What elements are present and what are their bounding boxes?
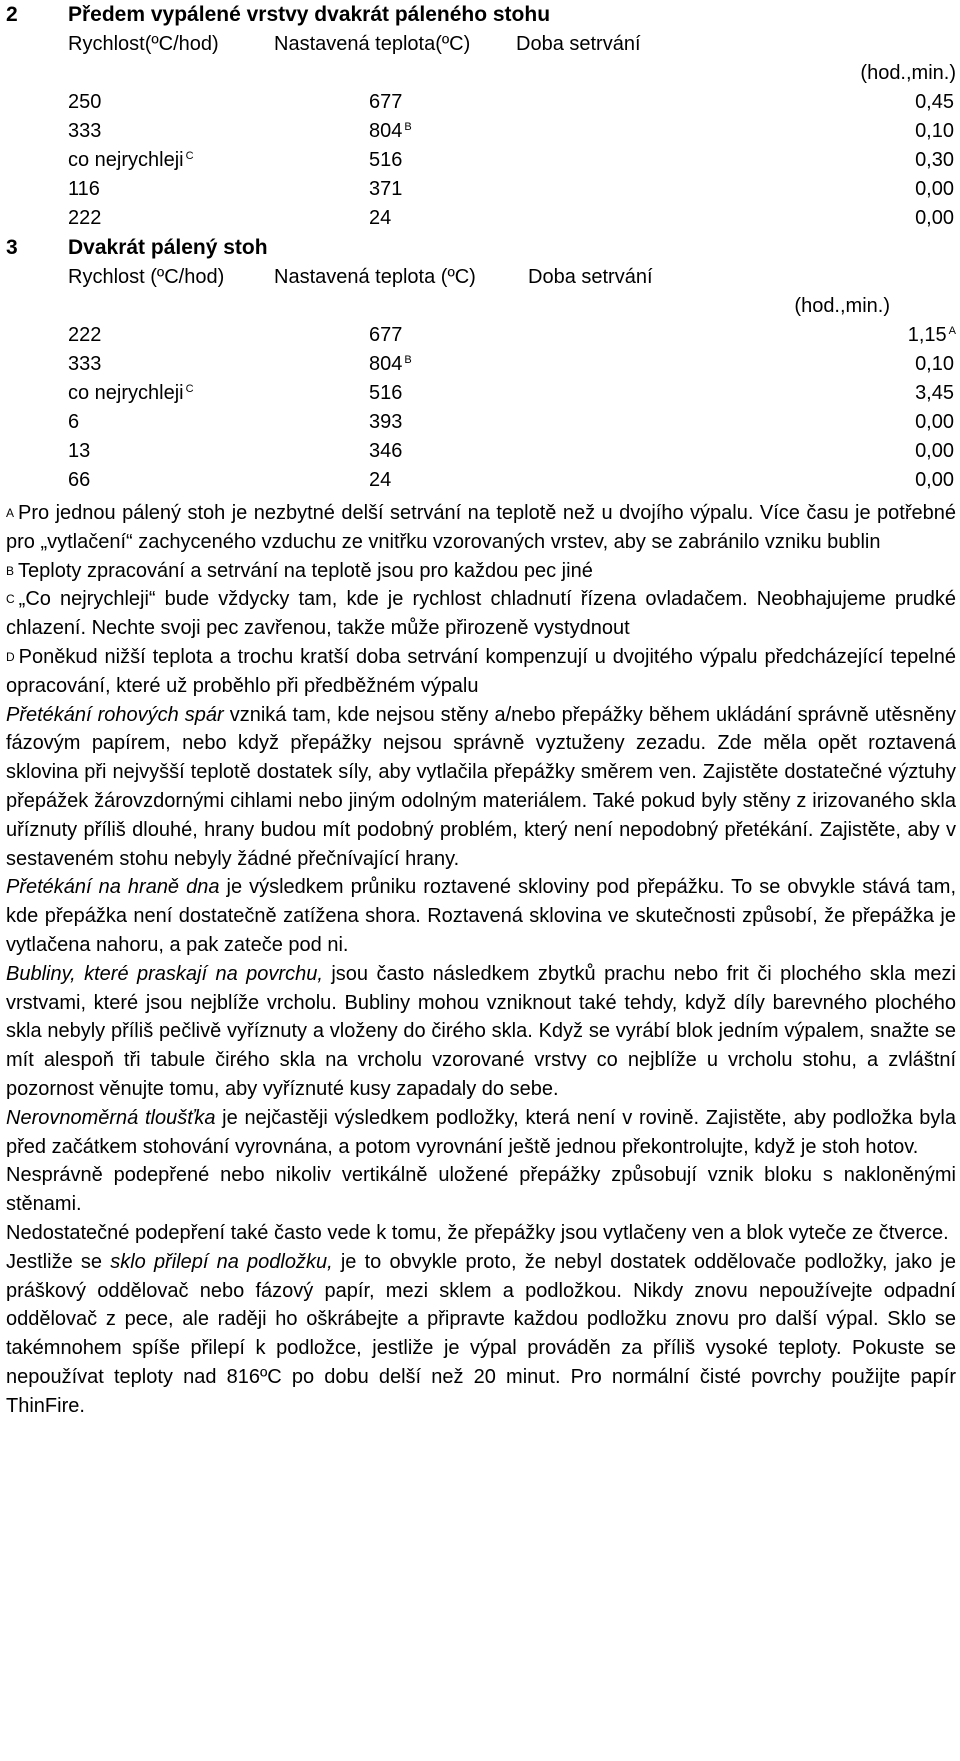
cell-hold-value: 0,10 bbox=[915, 120, 954, 142]
footnotes bbox=[6, 499, 956, 701]
footnote-a bbox=[6, 499, 956, 557]
table-row bbox=[6, 350, 956, 379]
header-rate: Rychlost(ºC/hod) bbox=[68, 33, 219, 55]
cell-rate bbox=[68, 350, 103, 379]
footnote-ref: B bbox=[404, 121, 412, 133]
cell-temp bbox=[369, 466, 393, 495]
table-row bbox=[6, 88, 956, 117]
cell-hold-value: 0,00 bbox=[915, 469, 954, 491]
footnote-text: „Co nejrychleji“ bude vždycky tam, kde je rychlost chladnutí řízena ovladačem. Neobhajujeme prudké chlazení. Nechte svoji pec zavřenou, takže může přirozeně vystydnout bbox=[6, 588, 956, 640]
term: Nerovnoměrná tloušťka bbox=[6, 1106, 216, 1129]
paragraph-tilted-walls bbox=[6, 1161, 956, 1219]
paragraph-insufficient-support bbox=[6, 1219, 956, 1248]
section-3-heading bbox=[6, 233, 956, 263]
cell-temp-value: 516 bbox=[369, 149, 403, 171]
section-2-title: Předem vypálené vrstvy dvakrát páleného stohu bbox=[68, 3, 551, 26]
table-row bbox=[6, 437, 956, 466]
header-hold: Doba setrvání bbox=[516, 33, 641, 55]
cell-rate-value: 116 bbox=[68, 178, 100, 200]
cell-hold-value: 1,15 bbox=[907, 324, 947, 346]
header-temp: Nastavená teplota (ºC) bbox=[274, 266, 476, 288]
header-hold-unit: (hod.,min.) bbox=[860, 62, 956, 84]
paragraph-bottom-edge-overflow bbox=[6, 873, 956, 959]
cell-hold bbox=[915, 350, 956, 379]
cell-rate bbox=[68, 175, 102, 204]
cell-hold bbox=[915, 146, 956, 175]
header-rate: Rychlost (ºC/hod) bbox=[68, 266, 225, 288]
paragraph-glass-sticks bbox=[6, 1248, 956, 1421]
cell-temp-value: 677 bbox=[369, 324, 403, 346]
footnote-ref: C bbox=[185, 150, 194, 162]
cell-temp-value: 516 bbox=[369, 382, 403, 404]
cell-temp bbox=[369, 408, 404, 437]
cell-hold-value: 0,45 bbox=[915, 91, 954, 113]
header-hold-unit: (hod.,min.) bbox=[794, 295, 890, 317]
paragraph-text: vzniká tam, kde nejsou stěny a/nebo přepážky během ukládání správně utěsněny fázovým papírem, nebo když přepážky nejsou správně vyztuženy zezadu. Zde měla opět roztavená sklovina při nejvyšší teplotě dostatek síly, aby vytlačila přepážky směrem ven. Zajistěte dostatečné výztuhy přepážek žárovzdornými cihlami nebo jiným odolným materiálem. Také pokud byly stěny z irizovaného skla uříznuty příliš dlouhé, hrany budou mít podobný problém, který není nepodobný přetékání. Zajistěte, aby v sestaveném stohu nebyly žádné přečnívající hrany. bbox=[6, 703, 956, 870]
term: sklo přilepí na podložku, bbox=[110, 1250, 333, 1273]
table-row bbox=[6, 146, 956, 175]
table-row bbox=[6, 204, 956, 233]
cell-rate-value: 222 bbox=[68, 207, 102, 229]
paragraph-corner-overflow bbox=[6, 701, 956, 874]
paragraph-text: je nejčastěji výsledkem podložky, která není v rovině. Zajistěte, aby podložka byla před začátkem stohování vyrovnána, a potom vyrovnání ještě jednou překontrolujte, když je stoh hotov. bbox=[6, 1106, 956, 1158]
cell-rate bbox=[68, 117, 103, 146]
cell-rate-value: 66 bbox=[68, 469, 91, 491]
cell-rate-value: 222 bbox=[68, 324, 102, 346]
cell-temp bbox=[369, 350, 412, 379]
footnote-marker: B bbox=[6, 563, 15, 578]
footnote-text: Poněkud nižší teplota a trochu kratší doba setrvání kompenzují u dvojitého výpalu předcházející tepelné opracování, které už proběhlo při předběžném výpalu bbox=[6, 645, 956, 697]
document-page bbox=[6, 0, 956, 1421]
term: Přetékání na hraně dna bbox=[6, 876, 220, 899]
cell-hold-value: 0,00 bbox=[915, 178, 954, 200]
section-3-number: 3 bbox=[6, 236, 18, 259]
cell-rate-value: 6 bbox=[68, 411, 80, 433]
section-2-rows bbox=[6, 88, 956, 233]
cell-temp bbox=[369, 146, 404, 175]
cell-hold bbox=[915, 466, 956, 495]
cell-rate bbox=[68, 466, 92, 495]
cell-rate bbox=[68, 408, 81, 437]
footnote-b bbox=[6, 557, 956, 586]
cell-rate bbox=[68, 379, 194, 408]
cell-temp-value: 24 bbox=[369, 207, 392, 229]
section-3 bbox=[6, 233, 956, 495]
cell-rate-value: co nejrychleji bbox=[68, 382, 184, 404]
cell-hold bbox=[915, 175, 956, 204]
table-row bbox=[6, 379, 956, 408]
cell-hold bbox=[915, 437, 956, 466]
cell-hold bbox=[915, 379, 956, 408]
cell-hold-value: 0,00 bbox=[915, 207, 954, 229]
cell-hold-value: 0,10 bbox=[915, 353, 954, 375]
cell-hold bbox=[915, 408, 956, 437]
cell-rate bbox=[68, 146, 194, 175]
footnote-c bbox=[6, 585, 956, 643]
section-3-rows bbox=[6, 321, 956, 495]
cell-temp bbox=[369, 117, 412, 146]
footnote-text: Pro jednou pálený stoh je nezbytné delší setrvání na teplotě než u dvojího výpalu. Více času je potřebné pro „vytlačení“ zachyceného vzduchu ze vnitřku vzorovaných vrstev, aby se zabránilo vzniku bublin bbox=[6, 502, 956, 553]
paragraph-text: je výsledkem průniku roztavené skloviny pod přepážku. To se obvykle stává tam, kde přepážka není dostatečně zatížena shora. Roztavená sklovina ve skutečnosti způsobí, že přepážka je vytlačena nahoru, a pak zateče pod ni. bbox=[6, 876, 956, 956]
table-row bbox=[6, 117, 956, 146]
paragraph-surface-bubbles bbox=[6, 960, 956, 1104]
footnote-marker: A bbox=[6, 506, 15, 520]
term: Bubliny, které praskají na povrchu, bbox=[6, 962, 323, 985]
paragraph-text: Nesprávně podepřené nebo nikoliv vertikálně uložené přepážky způsobují vznik bloku s nakloněnými stěnami. bbox=[6, 1164, 956, 1216]
cell-rate-value: co nejrychleji bbox=[68, 149, 184, 171]
cell-rate bbox=[68, 321, 103, 350]
footnote-marker: C bbox=[6, 592, 15, 607]
cell-hold-value: 0,00 bbox=[915, 411, 954, 433]
paragraph-text: jsou často následkem zbytků prachu nebo frit či plochého skla mezi vrstvami, které jsou nejblíže vrcholu. Bubliny mohou vzniknout také tehdy, když díly barevného plochého skla nebyly příliš pečlivě vyříznuty a vloženy do čirého skla. Když se vyrábí blok jedním výpalem, snažte se mít alespoň tři tabule čirého skla na vrcholu vzorované vrstvy co nejblíže u vrcholu stohu, a zvláštní pozornost věnujte tomu, aby vyříznuté kusy zapadaly do sebe. bbox=[6, 962, 956, 1100]
cell-temp-value: 346 bbox=[369, 440, 403, 462]
cell-hold-value: 0,30 bbox=[915, 149, 954, 171]
paragraph-text: Nedostatečné podepření také často vede k tomu, že přepážky jsou vytlačeny ven a blok vyteče ze čtverce. bbox=[6, 1221, 949, 1244]
cell-temp-value: 804 bbox=[369, 120, 403, 142]
footnote-d bbox=[6, 643, 956, 701]
cell-temp-value: 393 bbox=[369, 411, 403, 433]
term: Přetékání rohových spár bbox=[6, 703, 224, 726]
cell-rate-value: 13 bbox=[68, 440, 91, 462]
cell-temp bbox=[369, 379, 404, 408]
cell-temp-value: 677 bbox=[369, 91, 403, 113]
table-row bbox=[6, 175, 956, 204]
cell-temp bbox=[369, 437, 404, 466]
cell-hold-value: 0,00 bbox=[915, 440, 954, 462]
cell-temp bbox=[369, 175, 404, 204]
cell-rate-value: 250 bbox=[68, 91, 102, 113]
header-hold: Doba setrvání bbox=[528, 266, 653, 288]
table-row bbox=[6, 408, 956, 437]
footnote-text: Teploty zpracování a setrvání na teplotě jsou pro každou pec jiné bbox=[18, 559, 593, 582]
section-2-number: 2 bbox=[6, 3, 18, 26]
cell-temp bbox=[369, 321, 404, 350]
cell-hold-value: 3,45 bbox=[915, 382, 954, 404]
paragraph-text: Jestliže se bbox=[6, 1250, 111, 1273]
cell-hold bbox=[915, 117, 956, 146]
cell-temp bbox=[369, 204, 393, 233]
cell-temp-value: 804 bbox=[369, 353, 403, 375]
cell-rate bbox=[68, 437, 92, 466]
section-2-heading bbox=[6, 0, 956, 30]
cell-rate bbox=[68, 204, 103, 233]
table-header bbox=[6, 30, 956, 88]
footnote-ref: C bbox=[185, 383, 194, 395]
header-temp: Nastavená teplota(ºC) bbox=[274, 33, 471, 55]
section-3-title: Dvakrát pálený stoh bbox=[68, 236, 268, 259]
cell-rate-value: 333 bbox=[68, 120, 102, 142]
cell-temp-value: 371 bbox=[369, 178, 403, 200]
cell-rate bbox=[68, 88, 103, 117]
cell-hold bbox=[908, 321, 956, 350]
paragraph-text: je to obvykle proto, že nebyl dostatek oddělovače podložky, jako je práškový oddělovač nebo fázový papír, mezi sklem a podložkou. Nikdy znovu nepoužívejte odpadní oddělovač z pece, ale raději ho oškrábejte a připravte každou podložku znovu pro další výpal. Sklo se takémnohem spíše přilepí k podložce, jestliže je výpal prováděn za příliš vysoké teploty. Pokuste se nepoužívat teploty nad 816ºC po dobu delší než 20 minut. Pro normální čisté povrchy použijte papír ThinFire. bbox=[6, 1250, 956, 1417]
footnote-ref: B bbox=[404, 354, 412, 366]
footnote-ref: A bbox=[948, 325, 956, 337]
cell-rate-value: 333 bbox=[68, 353, 102, 375]
cell-hold bbox=[915, 204, 956, 233]
table-header bbox=[6, 263, 956, 321]
cell-hold bbox=[915, 88, 956, 117]
section-2 bbox=[6, 0, 956, 233]
footnote-marker: D bbox=[6, 649, 15, 664]
cell-temp bbox=[369, 88, 404, 117]
paragraph-uneven-thickness bbox=[6, 1104, 956, 1162]
table-row bbox=[6, 321, 956, 350]
cell-temp-value: 24 bbox=[369, 469, 392, 491]
table-row bbox=[6, 466, 956, 495]
